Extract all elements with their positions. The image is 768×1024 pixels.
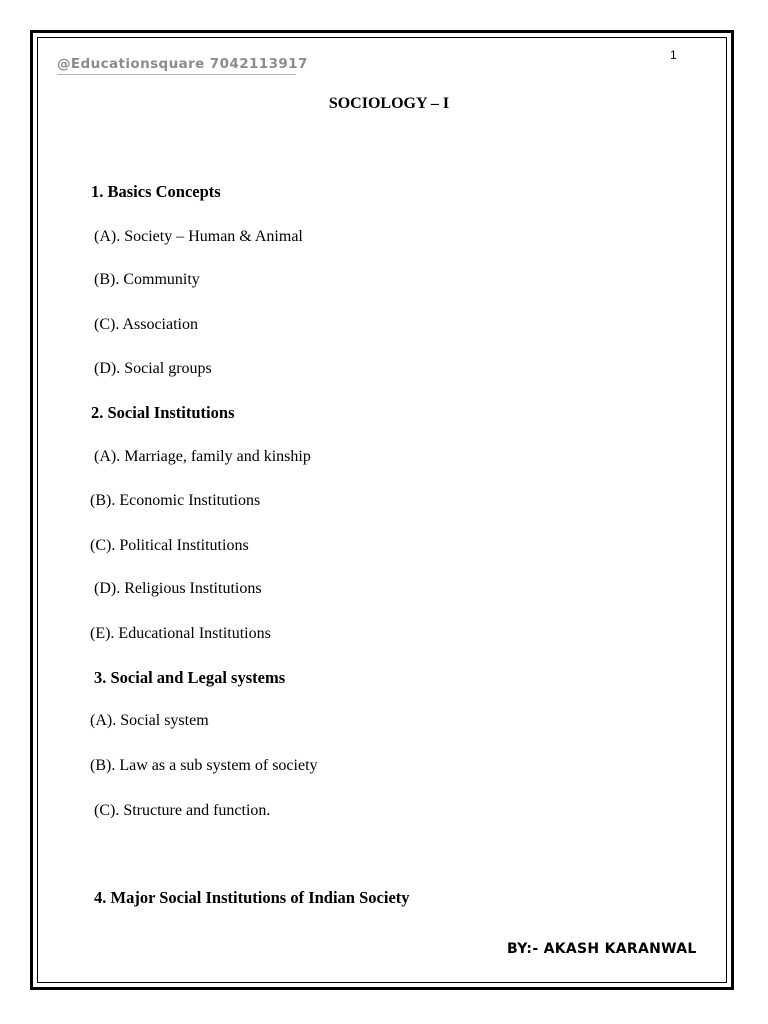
list-item: (B). Law as a sub system of society (90, 757, 318, 774)
list-item: (E). Educational Institutions (90, 625, 271, 642)
watermark-text: @Educationsquare 7042113917 (57, 56, 308, 72)
watermark-underline (57, 74, 296, 75)
page-number: 1 (670, 48, 677, 62)
list-item: (C). Political Institutions (90, 537, 249, 554)
list-item: (D). Religious Institutions (94, 580, 262, 597)
list-item: (B). Community (94, 271, 200, 288)
section-heading: 1. Basics Concepts (91, 182, 221, 201)
list-item: (B). Economic Institutions (90, 492, 261, 509)
section-heading: 2. Social Institutions (91, 403, 235, 422)
list-item: (A). Society – Human & Animal (94, 228, 303, 245)
list-item: (C). Structure and function. (94, 802, 271, 819)
document-title: SOCIOLOGY – I (328, 95, 450, 112)
page-border-inner (37, 37, 727, 983)
list-item: (D). Social groups (94, 360, 212, 377)
section-heading: 3. Social and Legal systems (94, 668, 286, 687)
list-item: (A). Social system (90, 712, 209, 729)
section-heading: 4. Major Social Institutions of Indian Society (94, 888, 410, 907)
author-credit: BY:- AKASH KARANWAL (507, 941, 697, 957)
list-item: (C). Association (94, 316, 198, 333)
list-item: (A). Marriage, family and kinship (94, 448, 311, 465)
